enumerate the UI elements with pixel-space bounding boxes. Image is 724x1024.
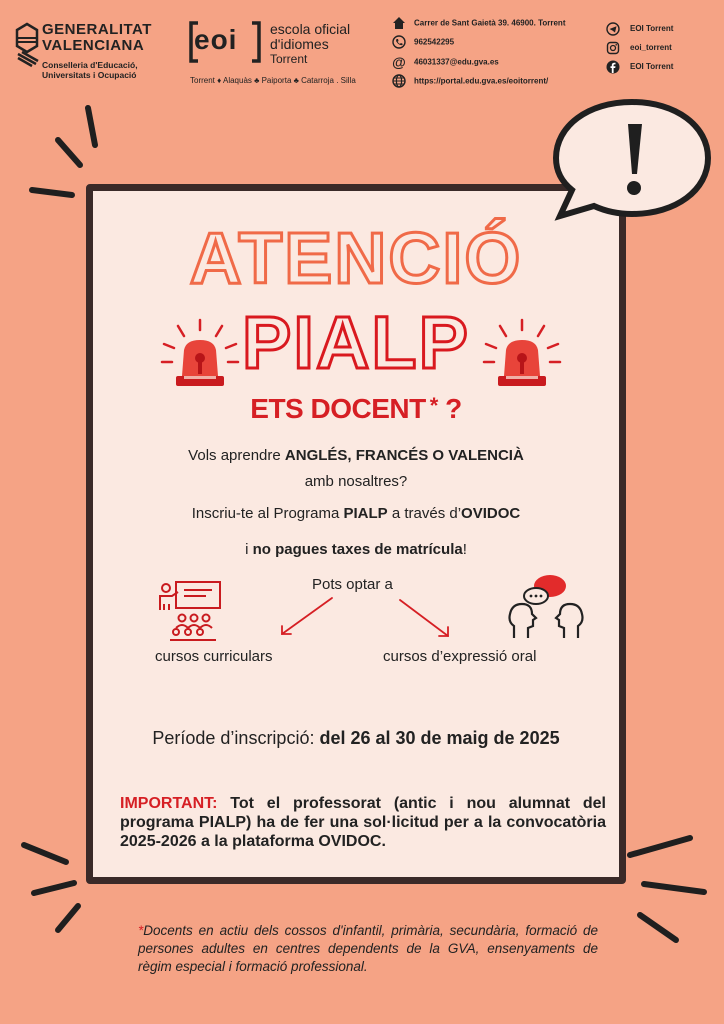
conversation-icon <box>506 570 586 642</box>
title-atencio: ATENCIÓ <box>189 219 523 299</box>
gv-subtitle: Conselleria d'Educació, Universitats i Ocupació <box>42 60 138 80</box>
question-ets-docent: ETS DOCENT * ? <box>250 393 462 424</box>
social-telegram[interactable]: EOI Torrent <box>606 22 673 36</box>
social-instagram[interactable]: eoi_torrent <box>606 41 672 55</box>
at-icon: @ <box>392 54 406 70</box>
eoi-city: Torrent <box>270 52 308 66</box>
gv-title: GENERALITAT VALENCIANA <box>42 21 152 54</box>
line-languages: Vols aprendre ANGLÉS, FRANCÉS O VALENCIÀ <box>188 447 524 464</box>
option-curriculars: cursos curriculars <box>155 648 273 665</box>
line-enroll: Inscriu-te al Programa PIALP a través d’OVIDOC <box>191 505 521 522</box>
line-no-fees: i no pagues taxes de matrícula! <box>245 541 467 558</box>
registration-period: Període d’inscripció: del 26 al 30 de maig de 2025 <box>152 728 560 748</box>
classroom-icon <box>156 578 224 642</box>
contact-address: Carrer de Sant Gaietà 39. 46900. Torrent <box>392 16 565 30</box>
option-expressio-oral: cursos d’expressió oral <box>383 648 537 665</box>
siren-icon <box>482 318 562 390</box>
contact-email[interactable]: @ 46031337@edu.gva.es <box>392 54 499 70</box>
line-with-us: amb nosaltres? <box>304 473 408 490</box>
siren-icon <box>160 318 240 390</box>
title-pialp: PIALP <box>242 301 470 384</box>
important-notice: IMPORTANT: Tot el professorat (antic i nou alumnat del programa PIALP) ha de fer una sol·licitud per a la convocatòria 2025-2026 a la plataforma OVIDOC. <box>120 795 606 850</box>
option-arrows <box>270 594 460 644</box>
footnote: *Docents en actiu dels cossos d'infantil, primària, secundària, formació de persones adultes en centres dependents de la GVA, ensenyaments de règim especial i formació professional. <box>138 923 598 974</box>
contact-web[interactable]: https://portal.edu.gva.es/eoitorrent/ <box>392 74 548 88</box>
contact-phone: 962542295 <box>392 35 454 49</box>
eoi-logo-text: eoi <box>194 24 238 55</box>
eoi-name: escola oficial d'idiomes <box>270 21 351 52</box>
options-intro: Pots optar a <box>312 576 393 593</box>
social-facebook[interactable]: EOI Torrent <box>606 60 673 74</box>
exclamation-bubble-icon <box>548 96 714 226</box>
eoi-towns: Torrent ♦ Alaquàs ♣ Paiporta ♣ Catarroja . Silla <box>190 76 356 85</box>
